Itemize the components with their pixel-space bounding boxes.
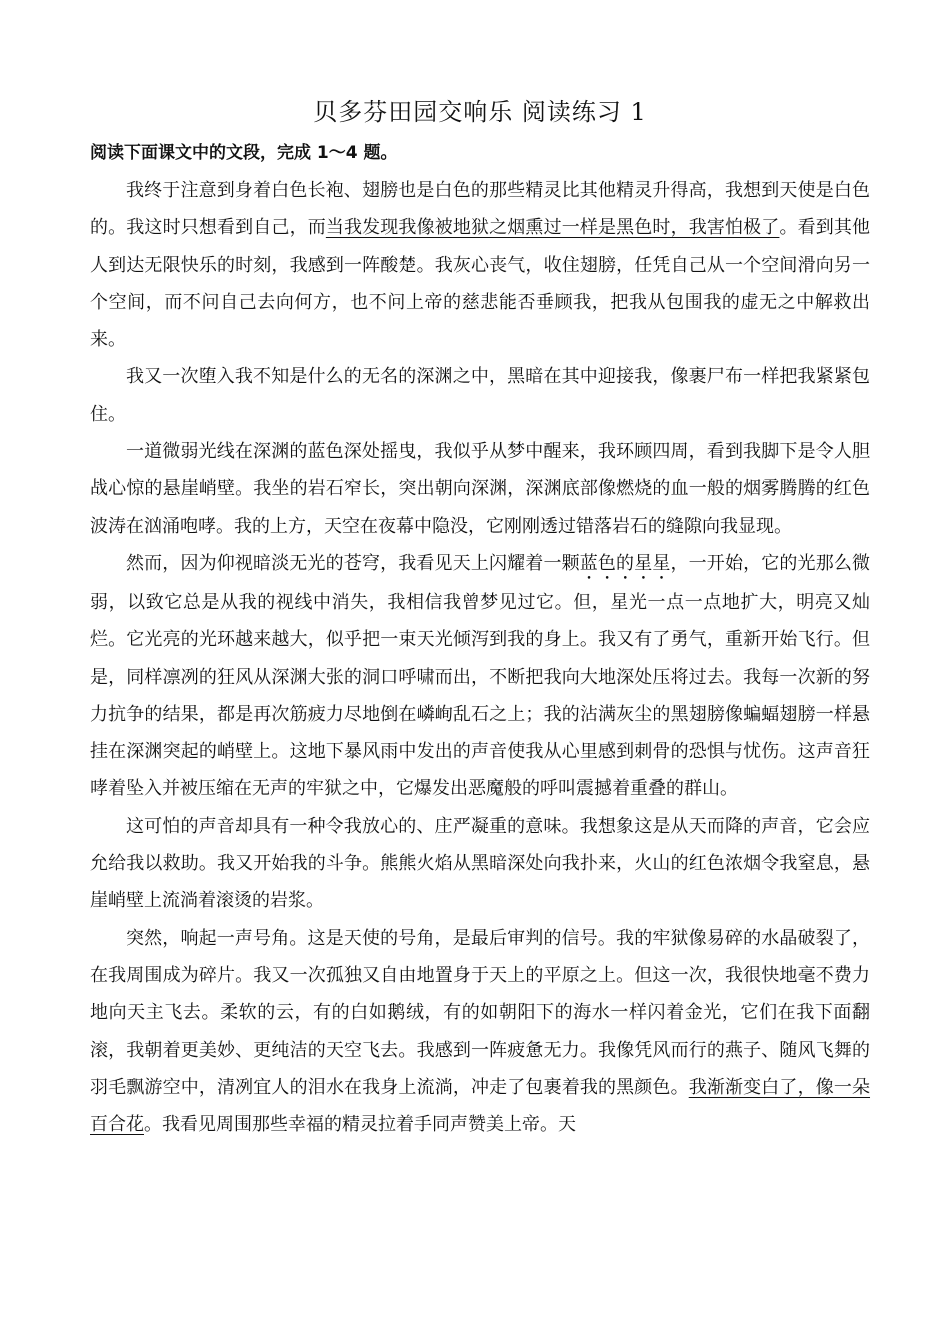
underlined-sentence-1: 当我发现我像被地狱之烟熏过一样是黑色时，我害怕极了 bbox=[325, 217, 780, 239]
paragraph-2: 我又一次堕入我不知是什么的无名的深渊之中，黑暗在其中迎接我，像裹尸布一样把我紧紧包住。 bbox=[90, 366, 870, 425]
paragraph-4 bbox=[90, 545, 870, 808]
paragraph-3: 一道微弱光线在深渊的蓝色深处摇曳，我似乎从梦中醒来，我环顾四周，看到我脚下是令人胆战心惊的悬崖峭壁。我坐的岩石窄长，突出朝向深渊，深渊底部像燃烧的血一般的烟雾腾腾的红色波涛在汹涌咆哮。我的上方，天空在夜幕中隐没，它刚刚透过错落岩石的缝隙向我显现。 bbox=[90, 441, 870, 537]
document-title: 贝多芬田园交响乐 阅读练习 1 bbox=[313, 98, 647, 126]
paragraph-4-text-a: 然而，因为仰视暗淡无光的苍穹，我看见天上闪耀着一颗 bbox=[126, 552, 580, 574]
paragraph-6-text-a: 突然，响起一声号角。这是天使的号角，是最后审判的信号。我的牢狱像易碎的水晶破裂了，在我周围成为碎片。我又一次孤独又自由地置身于天上的平原之上。但这一次，我很快地毫不费力地向天主飞去。柔软的云，有的白如鹅绒，有的如朝阳下的海水一样闪着金光，它们在我下面翻滚，我朝着更美妙、更纯洁的天空飞去。我感到一阵疲惫无力。我像凭风而行的燕子、随风飞舞的羽毛飘游空中，清冽宜人的泪水在我身上流淌，冲走了包裹着我的黑颜色。 bbox=[90, 927, 870, 1098]
paragraph-1-text-b: 。看到其他人到达无限快乐的时刻，我感到一阵酸楚。我灰心丧气，收住翅膀，任凭自己从一个空间滑向另一个空间，而不问自己去向何方，也不问上帝的慈悲能否垂顾我，把我从包围我的虚无之中解救出来。 bbox=[90, 217, 871, 351]
paragraph-5: 这可怕的声音却具有一种令我放心的、庄严凝重的意味。我想象这是从天而降的声音，它会应允给我以救助。我又开始我的斗争。熊熊火焰从黑暗深处向我扑来，火山的红色浓烟令我窒息，悬崖峭壁上流淌着滚烫的岩浆。 bbox=[90, 815, 870, 912]
paragraph-1-text-a: 我终于注意到身着白色长袍、翅膀也是白色的那些精灵比其他精灵升得高，我想到天使是白色的。我这时只想看到自己，而 bbox=[90, 180, 870, 239]
paragraph-6 bbox=[90, 920, 870, 1144]
document-page bbox=[90, 92, 870, 1143]
paragraph-6-text-b: 。我看见周围那些幸福的精灵拉着手同声赞美上帝。天 bbox=[144, 1114, 576, 1136]
underlined-sentence-2: 我渐渐变白了，像一朵百合花 bbox=[90, 1076, 871, 1136]
question-instruction: 阅读下面课文中的文段，完成 1～4 题。 bbox=[90, 143, 398, 163]
paragraph-4-text-b: ，一开始，它的光那么微弱，以致它总是从我的视线中消失，我相信我曾梦见过它。但，星光一点一点地扩大，明亮又灿烂。它光亮的光环越来越大，似乎把一束天光倾泻到我的身上。我又有了勇气，重新开始飞行。但是，同样凛冽的狂风从深渊大张的洞口呼啸而出，不断把我向大地深处压将过去。我每一次新的努力抗争的结果，都是再次筋疲力尽地倒在嶙峋乱石之上；我的沾满灰尘的黑翅膀像蝙蝠翅膀一样悬挂在深渊突起的峭壁上。这地下暴风雨中发出的声音使我从心里感到刺骨的恐惧与忧伤。这声音狂哮着坠入并被压缩在无声的牢狱之中，它爆发出恶魔般的呼叫震撼着重叠的群山。 bbox=[90, 552, 870, 800]
dotted-emphasis-phrase: 蓝色的星星 bbox=[579, 552, 671, 574]
paragraph-1 bbox=[90, 172, 870, 358]
